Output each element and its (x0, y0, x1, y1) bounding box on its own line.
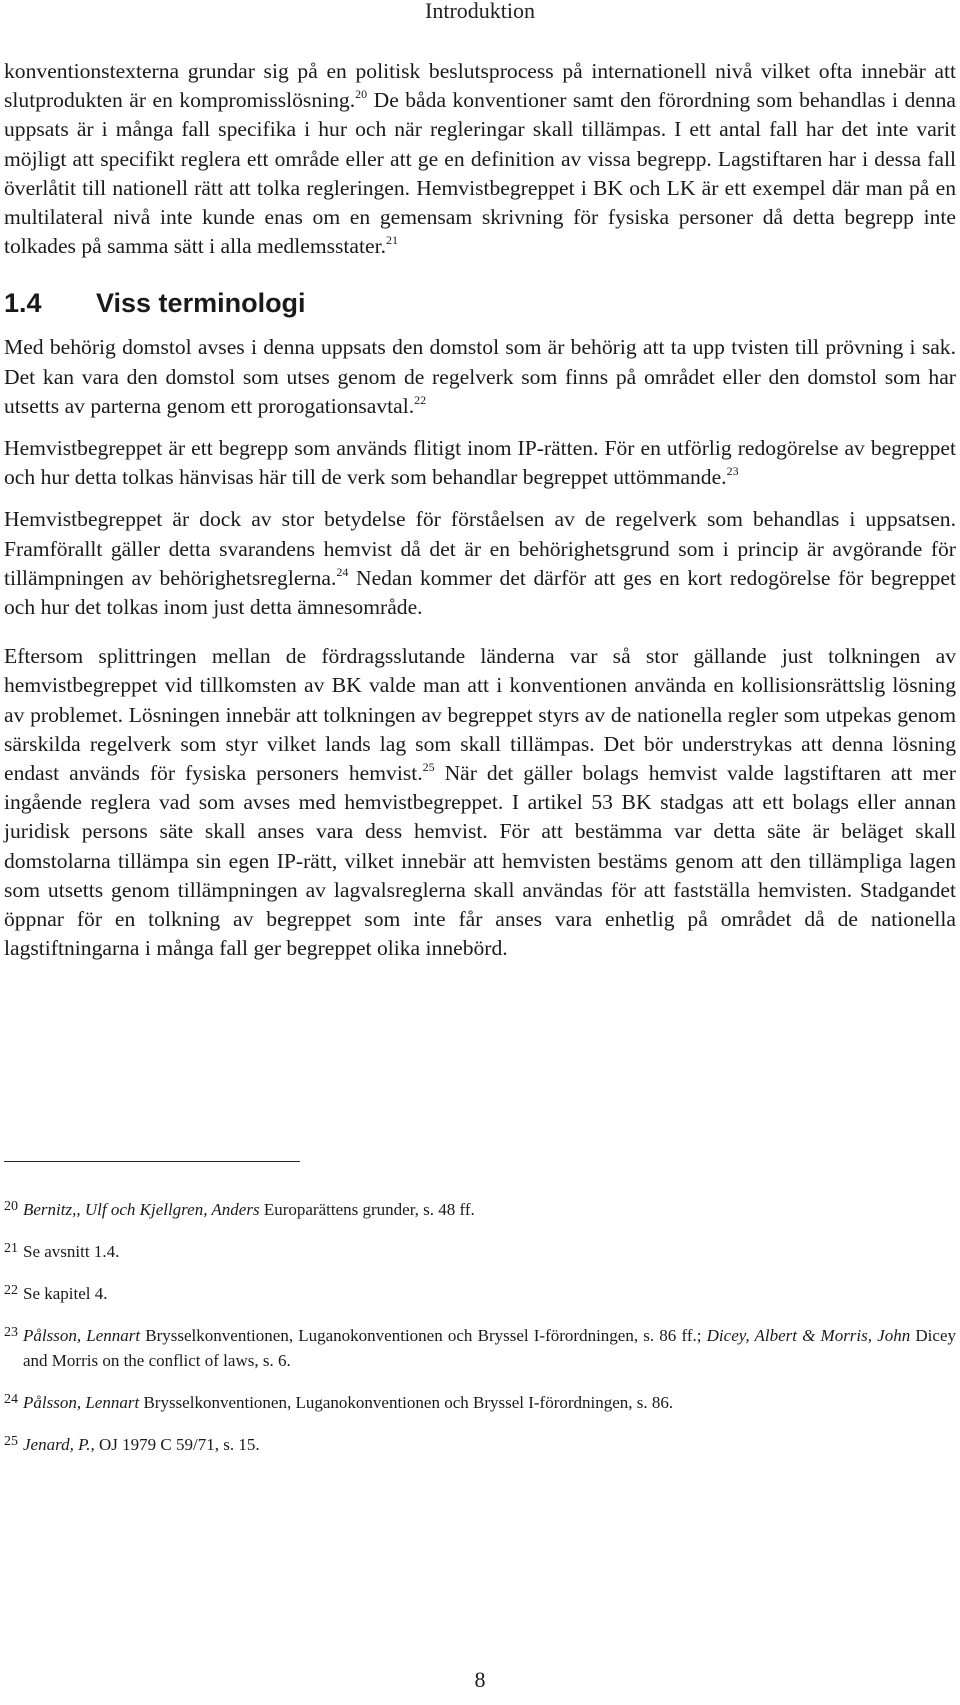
paragraph-1-text-b: De båda konventioner samt den förordning som behandlas i denna uppsats är i många fall specifika i hur och när regleringar skall tillämpas. I ett antal fall har det inte varit möjligt att specifikt reglera ett område eller att ge en definition av vissa begrepp. Lagstiftaren har i dessa fall överlåtit till nationell rätt att tolka regleringen. Hemvistbegreppet i BK och LK är ett exempel där man på en multilateral nivå inte kunde enas om en gemensam skrivning för fysiska personer då detta begrepp inte tolkades på samma sätt i alla medlemsstater. (4, 88, 957, 259)
footnote-text: Se kapitel 4. (23, 1284, 108, 1303)
footnote-number: 24 (4, 1392, 18, 1407)
paragraph-5-text-b: När det gäller bolags hemvist valde lagstiftaren att mer ingående reglera vad som avses med hemvistbegreppet. I artikel 53 BK stadgas att ett bolags eller annan juridisk persons säte skall anses vara dess hemvist. För att bestämma var detta säte är beläget skall domstolarna tillämpa sin egen IP-rätt, vilket innebär att hemvisten bestäms genom att den tillämpliga lagen som utsetts genom tillämpningen av lagvalsreglerna skall användas för att fastställa hemvisten. Stadgandet öppnar för en tolkning av begreppet som inte får anses vara enhetlig på området då de nationella lagstiftningarna i många fall ger begreppet olika innebörd. (4, 761, 956, 961)
paragraph-4 (4, 505, 956, 622)
footnote-author: Bernitz,, Ulf och Kjellgren, Anders (23, 1200, 260, 1219)
footnote-number: 25 (4, 1434, 18, 1449)
running-header: Introduktion (425, 0, 535, 23)
footnote-ref-23[interactable]: 23 (726, 464, 739, 479)
footnote-author: Pålsson, Lennart (23, 1393, 140, 1412)
footnote-ref-20[interactable]: 20 (355, 87, 368, 102)
paragraph-2 (4, 333, 956, 421)
page-number: 8 (474, 1667, 486, 1692)
footnote-22 (4, 1281, 956, 1306)
footnote-ref-24[interactable]: 24 (336, 564, 349, 579)
footnote-21 (4, 1239, 956, 1264)
footnote-author: Pålsson, Lennart (23, 1326, 141, 1345)
paragraph-5 (4, 642, 956, 963)
footnote-ref-22[interactable]: 22 (414, 392, 427, 407)
footnote-25 (4, 1432, 956, 1457)
section-number: 1.4 (4, 288, 42, 319)
footnote-23 (4, 1323, 956, 1373)
footnote-ref-25[interactable]: 25 (422, 760, 435, 775)
footnote-ref-21[interactable]: 21 (385, 233, 398, 248)
footnotes (4, 1197, 956, 1457)
paragraph-4-text-b: Nedan kommer det därför att ges en kort redogörelse för begreppet och hur det tolkas inom just detta ämnesområde. (4, 565, 957, 620)
footnote-number: 21 (4, 1241, 18, 1256)
paragraph-5-text-a: Eftersom splittringen mellan de fördragsslutande länderna var så stor gällande just tolkningen av hemvistbegreppet vid tillkomsten av BK valde man att i konventionen använda en kollisionsrättslig lösning av problemet. Lösningen innebär att tolkningen av begreppet styrs av de nationella regler som utpekas genom särskilda regelverk som styr vilket lands lag som skall tillämpas. Det bör understrykas att denna lösning endast används för fysiska personers hemvist. (4, 644, 956, 786)
footnote-text: Se avsnitt 1.4. (23, 1242, 120, 1261)
body-text (4, 57, 956, 963)
footnote-text: Europarättens grunder, s. 48 ff. (259, 1200, 475, 1219)
footnote-20 (4, 1197, 956, 1222)
footnote-text-2: Dicey and Morris on the conflict of laws, s. 6. (23, 1326, 956, 1370)
paragraph-3 (4, 434, 956, 492)
footnote-24 (4, 1390, 956, 1415)
footnote-number: 23 (4, 1325, 18, 1340)
footnote-text: Brysselkonventionen, Luganokonventionen och Bryssel I-förordningen, s. 86 ff.; (140, 1326, 707, 1345)
footnote-text: Brysselkonventionen, Luganokonventionen och Bryssel I-förordningen, s. 86. (139, 1393, 674, 1412)
footnote-separator (4, 1161, 300, 1162)
footnote-text: , OJ 1979 C 59/71, s. 15. (90, 1435, 260, 1454)
paragraph-4-text-a: Hemvistbegreppet är dock av stor betydelse för förståelsen av de regelverk som behandlas i uppsatsen. Framförallt gäller detta svarandens hemvist då det är en behörighetsgrund som i princip är avgörande för tillämpningen av behörighetsreglerna. (4, 507, 956, 590)
paragraph-3-text: Hemvistbegreppet är ett begrepp som används flitigt inom IP-rätten. För en utförlig redogörelse av begreppet och hur detta tolkas hänvisas här till de verk som behandlar begreppet uttömmande. (4, 436, 956, 490)
paragraph-1 (4, 57, 956, 261)
footnote-author-2: Dicey, Albert & Morris, John (706, 1326, 911, 1345)
section-title: Viss terminologi (96, 288, 306, 319)
paragraph-1-text-a: konventionstexterna grundar sig på en politisk beslutsprocess på internationell nivå vilket ofta innebär att slutprodukten är en kompromisslösning. (4, 59, 956, 113)
footnote-number: 20 (4, 1199, 18, 1214)
section-heading (4, 286, 956, 320)
footnote-author: Jenard, P. (23, 1435, 91, 1454)
paragraph-2-text: Med behörig domstol avses i denna uppsats den domstol som är behörig att ta upp tvisten till prövning i sak. Det kan vara den domstol som utses genom de regelverk som finns på området eller den domstol som har utsetts av parterna genom ett prorogationsavtal. (4, 335, 956, 418)
footnote-number: 22 (4, 1283, 18, 1298)
